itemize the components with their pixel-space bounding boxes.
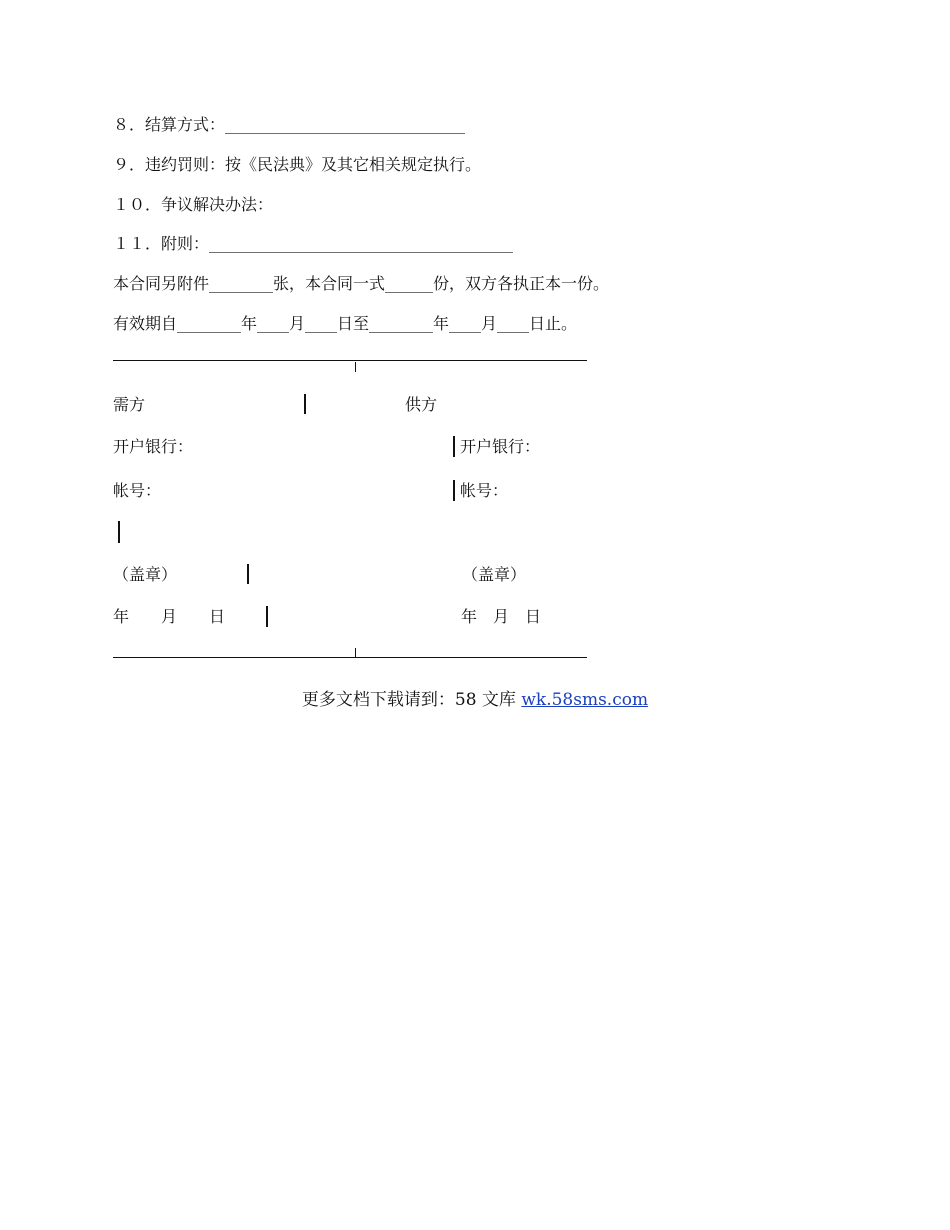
buyer-bank-label: 开户银行：: [113, 437, 194, 456]
clause-10-dispute: １０．争议解决办法：: [113, 195, 274, 214]
supplier-label: 供方: [405, 395, 438, 414]
column-divider: [304, 394, 306, 414]
validity-line: 有效期自________年____月____日至________年____月____日止。: [113, 314, 578, 333]
clause-9-penalty: ９．违约罚则：按《民法典》及其它相关规定执行。: [113, 155, 482, 174]
clause-8-settlement: ８．结算方式：______________________________: [113, 115, 466, 134]
column-divider: [266, 606, 268, 627]
signature-table-top-divider: [355, 362, 356, 372]
buyer-account-label: 帐号：: [113, 481, 162, 500]
footer-download-note: [0, 689, 950, 711]
signature-table-top-border: [113, 360, 587, 361]
column-divider: [453, 480, 455, 501]
column-divider: [118, 521, 120, 543]
supplier-date: 年 月 日: [461, 607, 542, 626]
column-divider: [247, 564, 249, 584]
signature-table-bottom-border: [113, 657, 587, 658]
supplier-account-label: 帐号：: [460, 481, 509, 500]
footer-prefix: 更多文档下载请到：58 文库: [301, 690, 522, 710]
column-divider: [453, 436, 455, 457]
footer-link[interactable]: wk.58sms.com: [521, 690, 649, 710]
supplier-bank-label: 开户银行：: [460, 437, 541, 456]
attachment-line: 本合同另附件________张，本合同一式______份，双方各执正本一份。: [113, 274, 610, 293]
buyer-label: 需方: [113, 395, 146, 414]
buyer-date: 年 月 日: [113, 607, 226, 626]
signature-table-bottom-divider: [355, 648, 356, 658]
buyer-seal: （盖章）: [113, 565, 178, 584]
supplier-seal: （盖章）: [462, 565, 527, 584]
clause-11-appendix: １１．附则：______________________________________: [113, 234, 514, 253]
